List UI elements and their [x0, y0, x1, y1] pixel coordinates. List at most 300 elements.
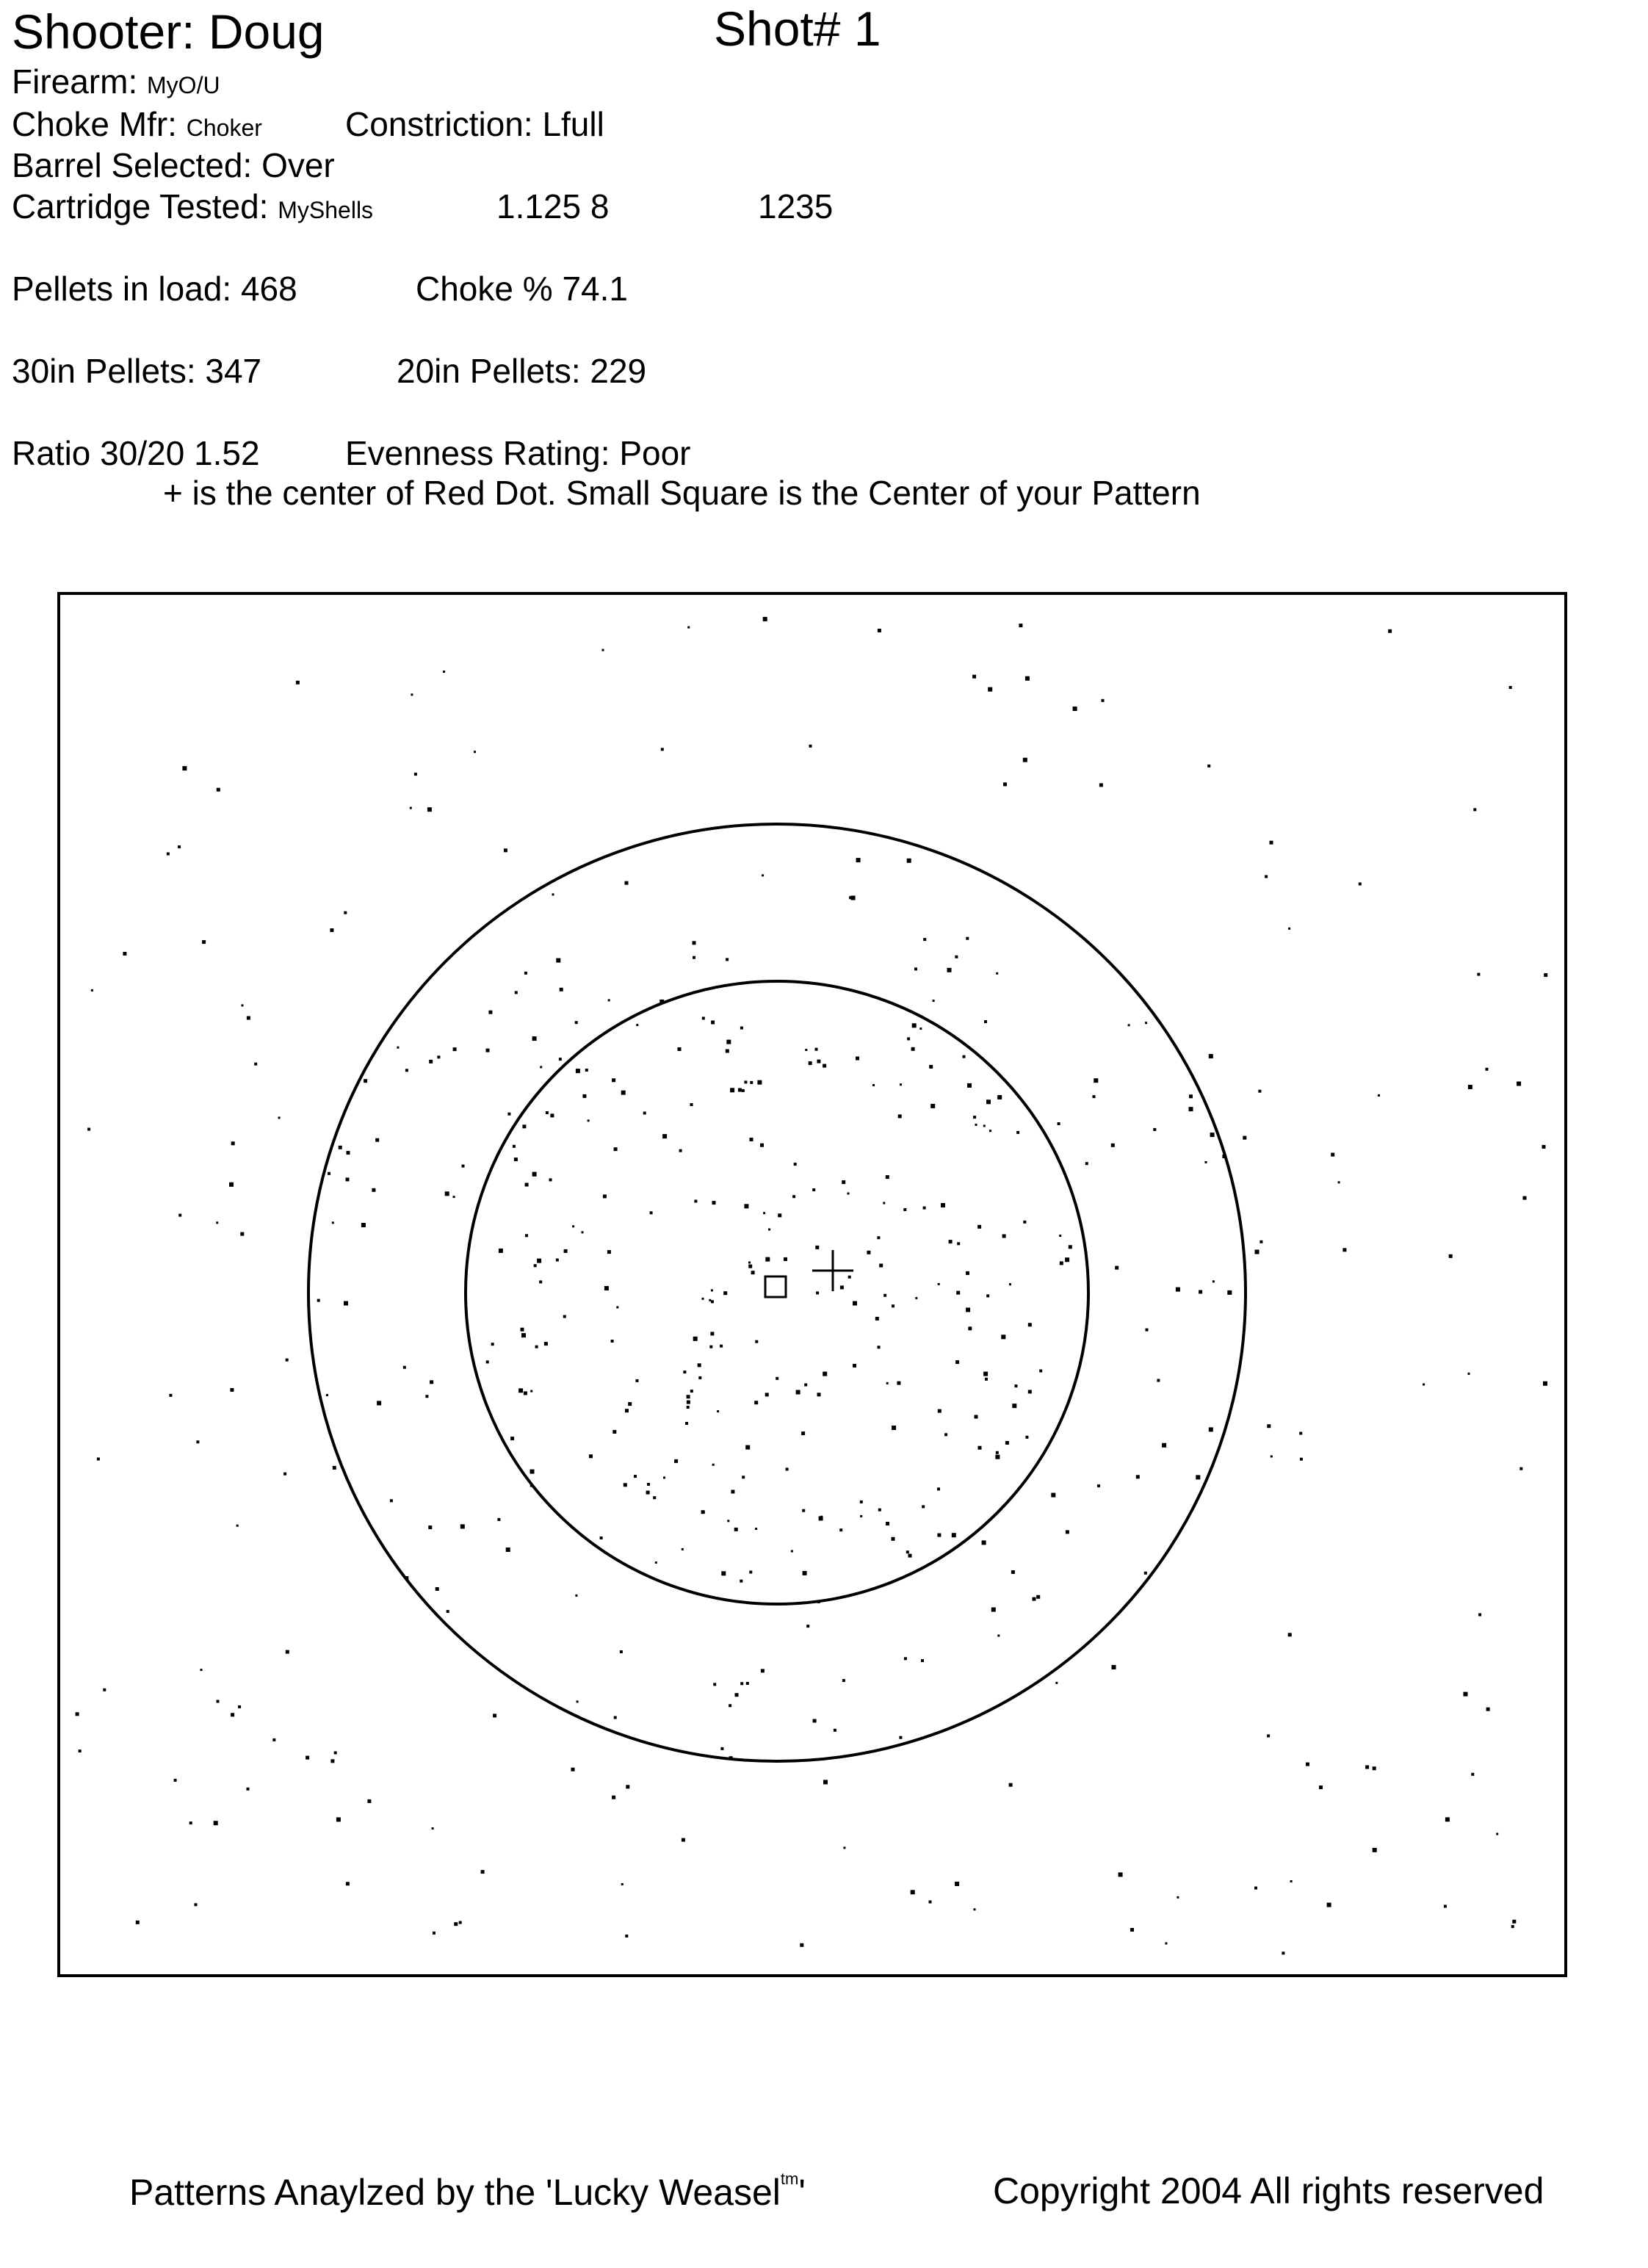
pellet-hole: [518, 1388, 523, 1393]
pellet-hole: [988, 687, 992, 692]
pellet-hole: [550, 1113, 554, 1117]
pellet-hole: [643, 1112, 646, 1115]
pellet-hole: [839, 1528, 842, 1531]
pellet-hole: [1306, 1763, 1309, 1766]
pellet-hole: [765, 1393, 769, 1396]
pellet-hole: [840, 1285, 844, 1289]
pellet-hole: [575, 1595, 577, 1597]
pellet-hole: [1468, 1373, 1470, 1375]
target-frame: [59, 593, 1566, 1976]
trademark-quote: ': [798, 2172, 806, 2213]
pellet-hole: [488, 1011, 492, 1014]
pellet-hole: [1009, 1283, 1011, 1285]
pellet-hole: [306, 1756, 309, 1760]
pellet-hole: [967, 1083, 972, 1088]
pellet-hole: [1001, 1335, 1005, 1339]
pellet-hole: [1444, 1905, 1447, 1908]
pellet-hole: [1196, 1475, 1200, 1479]
pellet-hole: [411, 693, 413, 696]
pellet-hole: [877, 1236, 880, 1239]
pellet-hole: [540, 1066, 542, 1068]
pellet-hole: [938, 1409, 942, 1413]
pellet-hole: [447, 1610, 449, 1613]
pellet-hole: [334, 1752, 337, 1755]
pellet-hole: [1209, 1427, 1213, 1431]
pellet-hole: [878, 1509, 881, 1512]
pellet-hole: [1153, 1128, 1156, 1131]
pellet-hole: [842, 1180, 845, 1184]
pellet-hole: [614, 1716, 617, 1719]
pellet-hole: [339, 1146, 342, 1149]
pellet-hole: [1019, 624, 1022, 627]
pellet-hole: [182, 766, 187, 770]
pellet-hole: [886, 1175, 889, 1179]
pellet-hole: [879, 1264, 883, 1268]
pellet-hole: [1222, 1155, 1226, 1158]
pellet-hole: [702, 1016, 705, 1019]
pellet-hole: [1496, 1833, 1498, 1835]
pellet-hole: [819, 1516, 823, 1520]
pellet-hole: [332, 1221, 334, 1224]
pellet-hole: [608, 999, 610, 1001]
pellet-hole: [1025, 676, 1030, 681]
pellets-30in-value: 347: [205, 352, 262, 390]
pellet-hole: [786, 1467, 789, 1470]
pellet-hole: [195, 1903, 198, 1906]
pellet-hole: [653, 1496, 656, 1499]
pellet-hole: [364, 1079, 367, 1083]
pellet-hole: [751, 1271, 755, 1274]
pellet-hole: [1016, 1131, 1019, 1134]
firearm-label: Firearm:: [12, 62, 138, 101]
pellets-in-load-value: 468: [240, 270, 297, 308]
pellet-hole: [730, 1088, 734, 1092]
pellet-hole: [991, 1608, 996, 1612]
pellet-hole: [1255, 1250, 1260, 1254]
pellet-hole: [683, 1370, 686, 1373]
pellet-hole: [661, 748, 664, 751]
pellet-hole: [815, 1048, 818, 1051]
ratio-label: Ratio 30/20: [12, 434, 185, 472]
pellet-hole: [333, 1466, 336, 1470]
pellet-hole: [817, 1393, 821, 1396]
pellet-hole: [930, 1104, 935, 1108]
pellet-hole: [1199, 1290, 1202, 1294]
pellet-hole: [748, 1262, 751, 1264]
pellet-hole: [853, 1301, 857, 1306]
pellet-hole: [1210, 1133, 1215, 1137]
pellet-hole: [123, 952, 126, 956]
pellet-hole: [792, 1195, 795, 1198]
pellet-hole: [563, 1315, 566, 1318]
pellet-hole: [621, 1883, 624, 1885]
pellet-hole: [720, 1747, 723, 1750]
pellet-hole: [532, 1173, 536, 1177]
pellet-hole: [709, 1299, 711, 1301]
firearm-value: MyO/U: [147, 72, 220, 98]
pellet-hole: [955, 1882, 959, 1886]
pellet-hole: [236, 1525, 239, 1527]
pellet-hole: [899, 1736, 902, 1739]
pellet-hole: [1069, 1245, 1072, 1249]
pellet-hole: [1002, 1235, 1006, 1238]
pellet-hole: [974, 1908, 976, 1910]
pellet-hole: [481, 1870, 485, 1874]
pellet-hole: [655, 1561, 657, 1564]
pellet-hole: [726, 1040, 731, 1044]
pellet-hole: [804, 1384, 807, 1387]
pellet-hole: [367, 1799, 371, 1803]
pellet-hole: [1254, 1887, 1257, 1890]
pellet-hole: [1258, 1090, 1261, 1093]
pellet-hole: [957, 1242, 960, 1245]
pellet-hole: [1365, 1766, 1369, 1769]
pellet-hole: [848, 1276, 851, 1279]
pellet-hole: [912, 1023, 917, 1028]
pellet-hole: [564, 1249, 568, 1253]
constriction-value: Lfull: [542, 105, 604, 143]
pellet-hole: [612, 1430, 616, 1434]
pellet-hole: [709, 1346, 712, 1348]
pellet-hole: [685, 1422, 688, 1425]
pellet-hole: [1445, 1817, 1450, 1821]
pellet-hole: [740, 1027, 743, 1030]
pellet-hole: [682, 1548, 684, 1550]
pellet-hole: [521, 1328, 524, 1332]
pellet-hole: [731, 1490, 734, 1494]
red-dot-center-cross: [812, 1250, 853, 1291]
pellet-hole: [1271, 1456, 1273, 1458]
pellet-hole: [336, 1817, 341, 1821]
pellet-hole: [929, 1901, 932, 1904]
pellet-hole: [410, 807, 412, 809]
pellet-hole: [427, 807, 432, 812]
pellet-hole: [776, 1377, 778, 1380]
pellet-hole: [1039, 1370, 1042, 1373]
pellet-hole: [493, 1713, 496, 1717]
pellet-hole: [1359, 883, 1362, 886]
pellet-hole: [328, 1172, 330, 1175]
pellet-hole: [734, 1528, 738, 1531]
choke-mfr-value: Choker: [186, 115, 262, 141]
cartridge-load: 1.125 8: [496, 187, 610, 225]
pellet-hole: [169, 1394, 172, 1397]
pellet-hole: [397, 1047, 399, 1049]
pellet-hole: [414, 773, 417, 776]
pellet-hole: [944, 1433, 947, 1436]
pellet-hole: [390, 1499, 393, 1502]
pellet-hole: [726, 1050, 729, 1053]
pellet-hole: [1512, 1920, 1516, 1924]
pellet-hole: [886, 1382, 889, 1384]
pellet-hole: [196, 1440, 199, 1443]
pellet-hole: [537, 1259, 541, 1263]
pellet-hole: [966, 937, 969, 940]
pellet-hole: [589, 1454, 593, 1458]
pellet-hole: [1282, 1951, 1284, 1954]
pellet-hole: [521, 1333, 526, 1337]
pellet-hole: [1094, 1078, 1098, 1083]
pellet-hole: [522, 1124, 526, 1128]
pellet-hole: [1003, 782, 1007, 786]
pellet-hole: [816, 1291, 819, 1294]
pellet-hole: [711, 1021, 715, 1025]
pellet-hole: [535, 1346, 538, 1348]
pellet-hole: [815, 1246, 819, 1249]
pellet-hole: [995, 1455, 1000, 1459]
pellet-hole: [663, 1476, 665, 1478]
pellet-hole: [1449, 1254, 1453, 1258]
pellet-hole: [1209, 1054, 1213, 1058]
pellet-hole: [738, 1088, 742, 1092]
choke-percent-value: 74.1: [562, 270, 628, 308]
pellet-hole: [729, 1704, 731, 1707]
pellet-hole: [978, 1446, 982, 1450]
pellet-hole: [238, 1705, 241, 1708]
pellet-hole: [1486, 1708, 1490, 1711]
pellet-hole: [646, 1491, 650, 1495]
pellet-hole: [892, 1537, 895, 1541]
pellet-hole: [588, 1119, 590, 1122]
pellet-hole: [1378, 1094, 1380, 1097]
pellet-hole: [703, 1512, 705, 1514]
pellet-hole: [560, 988, 563, 992]
pellet-hole: [985, 1378, 988, 1381]
pellet-hole: [603, 1194, 607, 1198]
pellet-hole: [853, 1364, 856, 1368]
pellet-hole: [497, 1518, 500, 1521]
pellet-hole: [571, 1768, 575, 1772]
pellet-hole: [346, 1177, 350, 1181]
pellet-hole: [955, 1360, 959, 1364]
pellet-hole: [922, 1505, 925, 1508]
pellet-hole: [710, 1332, 714, 1335]
pellet-hole: [459, 1921, 462, 1924]
pellet-hole: [693, 941, 696, 945]
pellet-hole: [1005, 1441, 1009, 1445]
pellet-hole: [1099, 783, 1103, 787]
pellet-hole: [347, 1151, 350, 1155]
pellet-hole: [682, 1838, 685, 1842]
shot-number: 1: [853, 1, 881, 56]
pellet-hole: [921, 1659, 924, 1662]
pellet-hole: [1270, 841, 1273, 845]
pellet-hole: [344, 1301, 348, 1306]
pellet-hole: [445, 1191, 449, 1196]
pellet-hole: [986, 1294, 989, 1297]
pellet-hole: [763, 617, 767, 621]
pellet-hole: [174, 1779, 177, 1782]
pellet-hole: [721, 1571, 726, 1575]
barrel-value: Over: [261, 146, 335, 184]
pellet-hole: [760, 1144, 764, 1147]
pellet-hole: [823, 1064, 826, 1068]
pellet-hole: [620, 1650, 623, 1653]
pellet-hole: [972, 675, 976, 679]
pellet-hole: [817, 1600, 820, 1603]
pellet-hole: [230, 1388, 234, 1392]
pellet-hole: [914, 967, 917, 970]
pellet-hole: [136, 1921, 140, 1924]
pellet-hole: [460, 1524, 465, 1528]
pellet-hole: [432, 1827, 434, 1830]
pellet-hole: [983, 1124, 986, 1127]
pellet-hole: [202, 940, 206, 944]
pellet-hole: [903, 1208, 906, 1211]
pellet-hole: [949, 1240, 953, 1243]
pellet-hole: [906, 1550, 909, 1553]
pellet-hole: [91, 989, 93, 992]
pellet-hole: [886, 1522, 889, 1525]
pellet-hole: [326, 1394, 328, 1396]
pellet-hole: [602, 649, 604, 651]
pellet-hole: [1060, 1261, 1063, 1265]
pellet-hole: [76, 1712, 79, 1716]
pellet-hole: [908, 1554, 912, 1558]
pellet-hole: [1544, 973, 1547, 977]
pellet-hole: [817, 1060, 820, 1063]
pellet-hole: [947, 968, 952, 972]
pellet-hole: [1517, 1082, 1521, 1086]
pellet-hole: [1073, 707, 1077, 711]
trademark-mark: tm: [780, 2170, 799, 2188]
pellet-hole: [1267, 1424, 1271, 1428]
pellet-hole: [823, 1372, 827, 1376]
pellet-hole: [1118, 1872, 1123, 1877]
pellet-hole: [883, 1294, 886, 1297]
pellet-hole: [506, 1547, 510, 1552]
pellet-hole: [286, 1650, 289, 1654]
pellet-hole: [711, 1300, 714, 1303]
pellet-hole: [647, 1483, 650, 1486]
pellet-hole: [437, 1055, 440, 1058]
pellet-hole: [429, 1060, 433, 1063]
pellet-hole: [346, 1882, 350, 1885]
pellet-hole: [1205, 1161, 1207, 1163]
evenness-value: Poor: [619, 434, 691, 472]
pellet-hole: [794, 1163, 797, 1166]
pellet-hole: [698, 1363, 701, 1367]
pellet-hole: [856, 858, 861, 862]
pellet-hole: [1011, 1570, 1015, 1574]
pellet-hole: [377, 1401, 381, 1405]
pellet-hole: [744, 1080, 747, 1083]
pellet-hole: [254, 1063, 257, 1066]
pellet-hole: [650, 1211, 653, 1214]
pellet-hole: [791, 1550, 793, 1553]
pellet-hole: [231, 1141, 235, 1145]
pellet-hole: [1128, 1024, 1130, 1026]
pellet-hole: [1288, 928, 1290, 930]
pellet-hole: [1290, 1880, 1293, 1882]
pellet-hole: [231, 1713, 234, 1716]
pellet-hole: [626, 1785, 629, 1788]
pellet-hole: [883, 1202, 885, 1205]
pellet-hole: [1486, 1068, 1489, 1071]
pellet-hole: [938, 1283, 940, 1285]
pellet-hole: [997, 1095, 1002, 1099]
pellet-hole: [612, 1796, 615, 1799]
pellet-hole: [907, 1037, 910, 1040]
shooter-label: Shooter:: [12, 4, 195, 59]
pellet-hole: [849, 896, 852, 899]
pellet-hole: [1342, 1248, 1346, 1252]
pellet-hole: [843, 1846, 845, 1849]
pellet-hole: [214, 1821, 218, 1825]
shooter-name: Doug: [208, 4, 325, 59]
pellet-hole: [530, 1470, 535, 1474]
pellet-hole: [242, 1004, 244, 1006]
pellet-hole: [1464, 1692, 1468, 1697]
footer-copyright: Copyright 2004 All rights reserved: [993, 2170, 1544, 2211]
pellet-hole: [1519, 1467, 1522, 1470]
pellet-hole: [1136, 1475, 1140, 1478]
pellet-hole: [702, 1298, 704, 1300]
pellet-hole: [486, 1049, 490, 1052]
pellet-hole: [539, 1280, 542, 1283]
pellet-hole: [983, 1372, 988, 1376]
pellet-hole: [805, 1049, 807, 1051]
pellet-hole: [611, 1340, 614, 1343]
pellet-hole: [693, 1337, 698, 1341]
pellet-hole: [984, 1020, 987, 1023]
pellet-hole: [755, 1528, 757, 1530]
pellet-hole: [1023, 1221, 1026, 1224]
pellet-hole: [897, 1382, 900, 1385]
pellet-hole: [955, 956, 958, 958]
pellet-hole: [712, 1464, 715, 1466]
pellet-hole: [525, 1183, 529, 1187]
pellet-hole: [742, 1476, 745, 1478]
pellet-hole: [1025, 1436, 1028, 1439]
pellet-hole: [1145, 1022, 1147, 1024]
cartridge-brand: MyShells: [278, 197, 374, 223]
inner-circle-20in: [466, 981, 1088, 1604]
pellet-hole: [662, 1134, 667, 1138]
pellet-hole: [454, 1922, 458, 1926]
pellet-hole: [698, 1376, 701, 1379]
pellet-hole: [860, 1500, 863, 1503]
pellet-hole: [79, 1749, 82, 1752]
pellet-hole: [575, 1021, 578, 1024]
cartridge-label: Cartridge Tested:: [12, 187, 269, 225]
pellet-hole: [1511, 1925, 1514, 1928]
pellet-hole: [986, 1099, 991, 1104]
pellet-hole: [524, 972, 527, 975]
pellet-hole: [802, 1509, 805, 1512]
pellet-hole: [900, 1083, 902, 1086]
pellet-hole: [97, 1458, 100, 1461]
pellet-hole: [1023, 758, 1027, 762]
pellet-hole: [727, 1520, 729, 1522]
pellet-hole: [1177, 1896, 1179, 1899]
pellet-hole: [361, 1223, 366, 1227]
pellet-hole: [616, 1306, 618, 1308]
pellet-hole: [1265, 875, 1268, 878]
pellet-hole: [1542, 1145, 1546, 1149]
pellet-hole: [247, 1788, 250, 1791]
pellet-hole: [750, 1138, 753, 1141]
pellets-30in-label: 30in Pellets:: [12, 352, 196, 390]
pellet-hole: [189, 1821, 192, 1824]
pellet-hole: [636, 1379, 639, 1382]
pellet-hole: [1146, 1329, 1149, 1332]
pellet-hole: [1058, 1122, 1060, 1125]
pellet-hole: [911, 1047, 915, 1051]
pellet-hole: [937, 1487, 940, 1490]
pellet-hole: [1373, 1766, 1376, 1770]
pellet-hole: [717, 1410, 719, 1412]
